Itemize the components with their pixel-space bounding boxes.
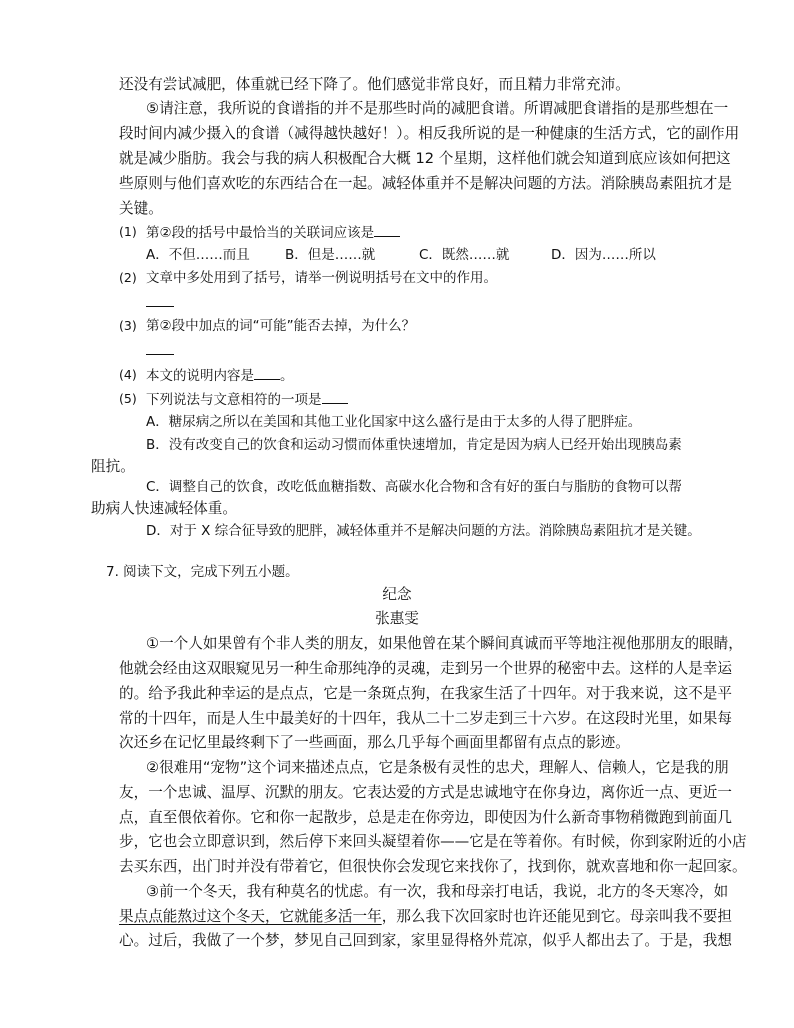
sentence-rest: ，那么我下次回家时也许还能见到它。母亲叫我不要担 [381, 908, 732, 925]
question-number: (1) [119, 224, 137, 239]
answer-blank[interactable] [146, 306, 174, 307]
answer-blank[interactable] [374, 222, 400, 237]
paragraph-1-line: 的。给予我此种幸运的是点点，它是一条斑点狗，在我家生活了十四年。对于我来说，这不是平 [119, 685, 732, 702]
paragraph-3-line: 心。过后，我做了一个梦，梦见自己回到家，家里显得格外荒凉，似乎人都出去了。于是，我想 [119, 932, 732, 949]
question-number: (2) [119, 270, 137, 285]
question-5 [146, 389, 348, 410]
option-a[interactable]: A．糖尿病之所以在美国和其他工业化国家中这么盛行是由于太多的人得了肥胖症。 [146, 414, 642, 430]
question-suffix: 。 [280, 368, 294, 384]
answer-blank[interactable] [322, 389, 348, 404]
option-a[interactable]: A．不但……而且 [146, 247, 250, 263]
option-b[interactable]: B．没有改变自己的饮食和运动习惯而体重快速增加，肯定是因为病人已经开始出现胰岛素 [146, 437, 682, 453]
question-text: 本文的说明内容是 [146, 368, 254, 384]
article-author: 张惠雯 [375, 610, 419, 627]
paragraph-1-line: 次还乡在记忆里最终剩下了一些画面，那么几乎每个画面里都留有点点的影迹。 [119, 734, 630, 751]
question-2: 文章中多处用到了括号，请举一例说明括号在文中的作用。 [146, 270, 497, 286]
question-number: (3) [119, 318, 137, 333]
option-c-continued: 助病人快速减轻体重。 [91, 500, 237, 517]
option-b-continued: 阻抗。 [91, 458, 135, 475]
paragraph-5-line: 段时间内减少摄入的食谱（减得越快越好！）。相反我所说的是一种健康的生活方式，它的副作用 [119, 125, 740, 142]
option-c[interactable]: C．调整自己的饮食，改吃低血糖指数、高碳水化合物和含有好的蛋白与脂肪的食物可以帮 [146, 479, 682, 495]
paragraph-5-line: ⑤请注意，我所说的食谱指的并不是那些时尚的减肥食谱。所谓减肥食谱指的是那些想在一 [146, 100, 729, 117]
paragraph-2-line: 点，直至偎依着你。它和你一起散步，总是走在你旁边，即使因为什么新奇事物稍微跑到前面几 [119, 809, 732, 826]
question-number: (4) [119, 367, 137, 382]
question-text: 第②段的括号中最恰当的关联词应该是 [146, 225, 375, 241]
option-b[interactable]: B．但是……就 [285, 247, 376, 263]
paragraph-3-line [119, 907, 732, 927]
section-heading: 7. 阅读下文，完成下列五小题。 [106, 564, 299, 580]
question-3: 第②段中加点的词“可能”能否去掉，为什么？ [146, 318, 416, 334]
paragraph-3-line: ③前一个冬天，我有种莫名的忧虑。有一次，我和母亲打电话，我说，北方的冬天寒冷，如 [146, 883, 729, 900]
underlined-sentence: 果点点能熬过这个冬天，它就能多活一年 [119, 908, 382, 925]
option-d[interactable]: D．对于 X 综合征导致的肥胖，减轻体重并不是解决问题的方法。消除胰岛素阻抗才是关键。 [146, 523, 701, 539]
paragraph-1-line: ①一个人如果曾有个非人类的朋友，如果他曾在某个瞬间真诚而平等地注视他那朋友的眼睛， [146, 635, 743, 652]
option-c[interactable]: C．既然……就 [419, 247, 510, 263]
passage-line: 还没有尝试减肥，体重就已经下降了。他们感觉非常良好，而且精力非常充沛。 [119, 76, 630, 93]
option-d[interactable]: D．因为……所以 [551, 247, 656, 263]
paragraph-1-line: 常的十四年，而是人生中最美好的十四年，我从二十二岁走到三十六岁。在这段时光里，如果每 [119, 710, 732, 727]
answer-blank[interactable] [254, 365, 280, 380]
paragraph-2-line: 步，它也会立即意识到，然后停下来回头凝望着你——它是在等着你。有时候，你到家附近的小店 [119, 833, 747, 850]
question-1 [146, 222, 400, 243]
answer-blank[interactable] [146, 354, 174, 355]
paragraph-5-line: 关键。 [119, 200, 163, 217]
paragraph-2-line: ②很难用“宠物”这个词来描述点点，它是条极有灵性的忠犬，理解人、信赖人，它是我的朋 [146, 759, 729, 776]
question-text: 下列说法与文意相符的一项是 [146, 392, 322, 408]
paragraph-5-line: 就是减少脂肪。我会与我的病人积极配合大概 12 个星期，这样他们就会知道到底应该如何把这 [119, 150, 731, 167]
paragraph-1-line: 他就会经由这双眼窥见另一种生命那纯净的灵魂，走到另一个世界的秘密中去。这样的人是幸运 [119, 660, 732, 677]
question-number: (5) [119, 391, 137, 406]
paragraph-2-line: 去买东西，出门时并没有带着它，但很快你会发现它来找你了，找到你，就欢喜地和你一起回家。 [119, 858, 747, 875]
article-title: 纪念 [382, 586, 412, 603]
paragraph-2-line: 友，一个忠诚、温厚、沉默的朋友。它表达爱的方式是忠诚地守在你身边，离你近一点、更近一 [119, 784, 732, 801]
paragraph-5-line: 些原则与他们喜欢吃的东西结合在一起。减轻体重并不是解决问题的方法。消除胰岛素阻抗才是 [119, 175, 732, 192]
question-4 [146, 365, 294, 386]
